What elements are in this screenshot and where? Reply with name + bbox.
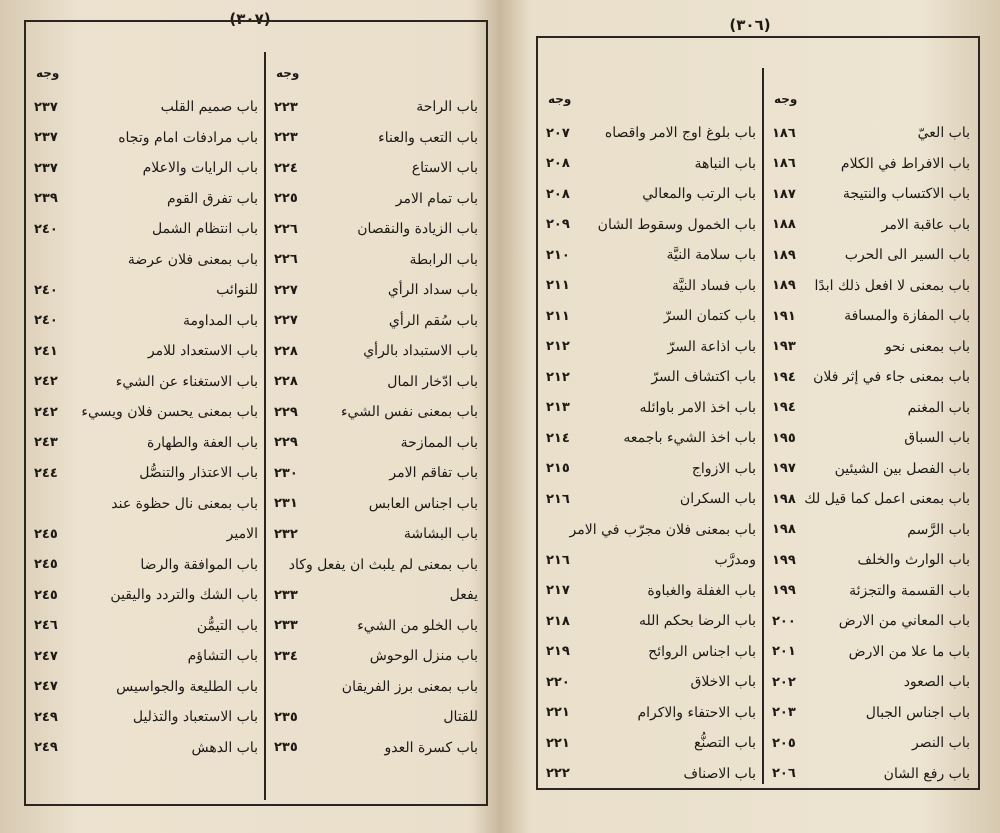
entry-title: باب بمعنى نفس الشيء	[340, 404, 478, 421]
entry-page-number: ٢١٤	[546, 430, 570, 446]
entry-page-number: ٢٤٠	[34, 313, 58, 329]
index-entry	[266, 92, 486, 123]
index-entry	[26, 611, 266, 642]
entry-page-number: ١٩٩	[772, 583, 796, 599]
index-entry	[26, 519, 266, 550]
entry-title: باب التيمُّن	[196, 617, 258, 634]
index-entry	[538, 271, 764, 302]
entry-page-number: ٢٢١	[546, 705, 570, 721]
entry-title: باب بمعنى جاء في إثر فلان	[813, 369, 970, 386]
entry-title: باب الطليعة والجواسيس	[116, 678, 258, 695]
entry-title: باب انتظام الشمل	[151, 221, 258, 238]
entry-title: باب التصنُّع	[694, 735, 756, 752]
index-entry	[538, 545, 764, 576]
entry-page-number: ٢٢٨	[274, 343, 298, 359]
entry-title: باب الاستعداد للامر	[147, 343, 258, 360]
index-entry	[538, 606, 764, 637]
index-entry	[538, 576, 764, 607]
entry-title: باب الزيادة والنقصان	[357, 221, 478, 238]
index-entry	[764, 454, 978, 485]
entry-page-number: ٢٢٦	[274, 221, 298, 237]
index-entry	[26, 275, 266, 306]
index-entry	[266, 733, 486, 764]
page-number: (٣٠٦)	[729, 16, 771, 34]
entry-title: باب الاحتفاء والاكرام	[637, 704, 756, 721]
index-entry	[26, 123, 266, 154]
index-entry	[538, 515, 764, 546]
entry-title: باب الرَّسم	[907, 521, 970, 538]
index-entry	[538, 698, 764, 729]
entry-page-number: ١٨٦	[772, 156, 796, 172]
entry-page-number: ٢٢٢	[546, 766, 570, 782]
entry-page-number: ٢٣١	[274, 496, 298, 512]
entry-title: باب الغفلة والغباوة	[647, 582, 756, 599]
index-entry	[26, 336, 266, 367]
entry-title: باب سلامة النيَّة	[666, 247, 756, 264]
entry-title: باب السير الى الحرب	[844, 247, 970, 264]
index-entry	[538, 759, 764, 790]
index-entry	[538, 393, 764, 424]
index-entry	[26, 428, 266, 459]
column-header: وجه	[276, 66, 300, 80]
entry-page-number: ٢٤٠	[34, 282, 58, 298]
entry-page-number: ١٨٩	[772, 247, 796, 263]
index-entry	[266, 580, 486, 611]
entry-page-number: ٢٠١	[772, 644, 796, 660]
entry-title: باب العفة والطهارة	[147, 434, 258, 451]
entry-page-number: ٢٣٤	[274, 648, 298, 664]
entry-title: باب المداومة	[182, 312, 258, 329]
entry-title: باب الرابطة	[409, 251, 478, 268]
entry-page-number: ٢٠٠	[772, 613, 796, 629]
index-entry	[266, 184, 486, 215]
entry-page-number: ٢٢١	[546, 735, 570, 751]
entry-title: باب النصر	[911, 735, 970, 752]
index-entry	[266, 641, 486, 672]
index-entry	[266, 611, 486, 642]
entry-page-number: ٢٤٥	[34, 557, 58, 573]
entry-title: باب بلوغ اوج الامر واقصاه	[604, 125, 756, 142]
index-entry	[764, 301, 978, 332]
entry-page-number: ١٨٧	[772, 186, 796, 202]
entry-title: باب السباق	[904, 430, 970, 447]
entry-title: باب المعاني من الارض	[838, 613, 970, 630]
entry-title: باب المفازة والمسافة	[844, 308, 970, 325]
entry-page-number: ٢٠٢	[772, 674, 796, 690]
entry-title: باب الازواج	[691, 460, 756, 477]
entry-page-number: ١٩٤	[772, 400, 796, 416]
index-entry	[26, 458, 266, 489]
page-number: (٣٠٧)	[229, 10, 271, 28]
entry-title: باب ادّخار المال	[387, 373, 478, 390]
entry-title: باب عاقبة الامر	[881, 216, 970, 233]
entry-page-number: ١٩٧	[772, 461, 796, 477]
entry-title: باب الرتب والمعالي	[642, 186, 756, 203]
index-entry	[764, 393, 978, 424]
index-entry	[266, 550, 486, 581]
entry-title: باب الصعود	[903, 674, 970, 691]
entry-title: باب البشاشة	[403, 526, 478, 543]
entry-page-number: ٢٢٩	[274, 435, 298, 451]
index-entry	[266, 245, 486, 276]
entry-page-number: ٢٠٥	[772, 735, 796, 751]
index-entry	[764, 667, 978, 698]
entry-title: باب كتمان السرّ	[663, 308, 756, 325]
index-entry	[538, 423, 764, 454]
entry-title: باب فساد النيَّة	[671, 277, 756, 294]
column-header: وجه	[774, 92, 798, 106]
entry-page-number: ٢٢٠	[546, 674, 570, 690]
entry-page-number: ٢٤٦	[34, 618, 58, 634]
entry-page-number: ١٨٩	[772, 278, 796, 294]
index-entry	[266, 123, 486, 154]
entry-page-number: ٢٤٥	[34, 587, 58, 603]
index-entry	[266, 367, 486, 398]
entry-page-number: ٢٤٥	[34, 526, 58, 542]
entry-title: باب الرضا بحكم الله	[638, 613, 756, 630]
index-entry	[538, 728, 764, 759]
index-entry	[26, 153, 266, 184]
entry-page-number: ٢٣٧	[34, 130, 58, 146]
index-entry	[764, 606, 978, 637]
index-entry	[538, 484, 764, 515]
entry-page-number: ٢٢٧	[274, 282, 298, 298]
entry-page-number: ٢٣٠	[274, 465, 298, 481]
entry-title: باب بمعنى برز الفريقان	[341, 678, 478, 695]
entry-title: باب اجناس الروائح	[648, 643, 756, 660]
entry-title: باب الاستاع	[411, 160, 478, 177]
index-entry	[538, 332, 764, 363]
entry-page-number: ٢١٦	[546, 491, 570, 507]
entry-title: باب اكتشاف السرّ	[651, 369, 756, 386]
index-entry	[764, 484, 978, 515]
index-entry	[266, 336, 486, 367]
entry-page-number: ٢٤٣	[34, 435, 58, 451]
entry-page-number: ٢٠٨	[546, 186, 570, 202]
entry-title: ومدرَّب	[714, 552, 756, 569]
entry-page-number: ٢١٢	[546, 369, 570, 385]
entry-title: باب الممازحة	[400, 434, 478, 451]
entry-page-number: ٢٤٠	[34, 221, 58, 237]
entry-page-number: ١٩٤	[772, 369, 796, 385]
entry-title: باب الخلو من الشيء	[357, 617, 478, 634]
entry-title: باب بمعنى نحو	[884, 338, 970, 355]
entry-title: باب الاستبداد بالرأي	[363, 343, 478, 360]
index-entry	[538, 454, 764, 485]
index-entry	[26, 245, 266, 276]
index-entry	[538, 301, 764, 332]
entry-title: باب الشك والتردد واليقين	[110, 587, 258, 604]
entry-title: باب الخمول وسقوط الشان	[597, 216, 756, 233]
index-entry	[26, 214, 266, 245]
index-entry	[764, 332, 978, 363]
entry-page-number: ٢٤٢	[34, 374, 58, 390]
entry-page-number: ٢٣٣	[274, 587, 298, 603]
entry-page-number: ٢٣٧	[34, 160, 58, 176]
entry-title: باب اجناس العابس	[368, 495, 478, 512]
index-entry	[764, 576, 978, 607]
entry-title: باب اجناس الجبال	[865, 704, 970, 721]
entry-page-number: ٢٢٨	[274, 374, 298, 390]
entry-page-number: ٢١٨	[546, 613, 570, 629]
entry-page-number: ٢٢٧	[274, 313, 298, 329]
index-entry	[764, 728, 978, 759]
index-entry	[764, 149, 978, 180]
entry-page-number: ٢٢٤	[274, 160, 298, 176]
entry-title: باب بمعنى نال حظوة عند	[111, 495, 258, 512]
index-entry	[764, 240, 978, 271]
entry-title: باب الاصناف	[683, 765, 756, 782]
index-entry	[538, 149, 764, 180]
entry-title: باب التعب والعناء	[378, 129, 478, 146]
index-column-left	[26, 22, 266, 804]
entry-page-number: ٢١٣	[546, 400, 570, 416]
entry-page-number: ٢٤١	[34, 343, 58, 359]
entry-page-number: ٢٣٧	[34, 99, 58, 115]
entry-title: باب الاستغناء عن الشيء	[115, 373, 258, 390]
entry-title: باب الوارث والخلف	[857, 552, 970, 569]
entry-title: باب الاخلاق	[690, 674, 756, 691]
entry-title: باب الفصل بين الشيئين	[834, 460, 970, 477]
entry-page-number: ١٩٥	[772, 430, 796, 446]
entry-page-number: ٢١١	[546, 278, 570, 294]
entry-page-number: ٢٢٦	[274, 252, 298, 268]
index-entry	[764, 210, 978, 241]
index-entry	[764, 423, 978, 454]
entry-title: باب صميم القلب	[160, 99, 258, 116]
entry-title: باب الرايات والاعلام	[142, 160, 258, 177]
entry-page-number: ٢٢٣	[274, 99, 298, 115]
entry-page-number: ٢٤٩	[34, 740, 58, 756]
entry-title: باب الموافقة والرضا	[140, 556, 258, 573]
entry-title: يفعل	[449, 587, 478, 604]
entry-page-number: ٢٠٧	[546, 125, 570, 141]
index-entry	[266, 702, 486, 733]
entry-page-number: ١٨٦	[772, 125, 796, 141]
entry-title: باب منزل الوحوش	[369, 648, 478, 665]
index-entry	[266, 489, 486, 520]
index-column-right	[764, 38, 978, 788]
index-entry	[764, 759, 978, 790]
entry-title: باب سُقم الرأي	[388, 312, 478, 329]
index-entry	[26, 92, 266, 123]
entry-page-number: ٢١٢	[546, 339, 570, 355]
index-entry	[764, 118, 978, 149]
index-entry	[26, 367, 266, 398]
entry-title: باب ما علا من الارض	[848, 643, 970, 660]
entry-page-number: ٢٠٨	[546, 156, 570, 172]
entry-page-number: ٢٢٥	[274, 191, 298, 207]
entry-page-number: ٢٤٧	[34, 679, 58, 695]
index-entry	[266, 428, 486, 459]
index-entry	[266, 519, 486, 550]
entry-page-number: ٢٤٩	[34, 709, 58, 725]
index-entry	[26, 641, 266, 672]
entry-title: باب رفع الشان	[883, 765, 970, 782]
column-header: وجه	[548, 92, 572, 106]
entry-title: باب تفاقم الامر	[389, 465, 478, 482]
entry-page-number: ١٩٨	[772, 491, 796, 507]
entry-title: باب تمام الامر	[395, 190, 478, 207]
index-entry	[266, 214, 486, 245]
entry-title: باب بمعنى فلان مجرّب في الامر	[569, 521, 756, 538]
entry-title: باب الراحة	[416, 99, 478, 116]
index-entry	[266, 153, 486, 184]
entry-title: باب التشاؤم	[187, 648, 258, 665]
index-entry	[764, 515, 978, 546]
entry-title: باب الافراط في الكلام	[840, 155, 970, 172]
index-entry	[26, 672, 266, 703]
index-entry	[26, 184, 266, 215]
entry-title: باب السكران	[679, 491, 756, 508]
entry-page-number: ٢١٦	[546, 552, 570, 568]
entry-title: باب بمعنى لم يلبث ان يفعل وكاد	[288, 556, 478, 573]
index-entry	[26, 580, 266, 611]
index-entry	[26, 397, 266, 428]
entry-title: الامير	[226, 526, 258, 543]
right-page	[500, 0, 1000, 833]
entry-page-number: ٢١١	[546, 308, 570, 324]
index-entry	[764, 698, 978, 729]
index-entry	[26, 702, 266, 733]
entry-title: باب مرادفات امام وتجاه	[118, 129, 258, 146]
entry-page-number: ١٨٨	[772, 217, 796, 233]
entry-page-number: ٢٤٧	[34, 648, 58, 664]
entry-title: للقتال	[443, 709, 478, 726]
entry-page-number: ٢٠٣	[772, 705, 796, 721]
entry-page-number: ١٩٩	[772, 552, 796, 568]
index-frame	[24, 20, 488, 806]
entry-title: باب الدهش	[191, 739, 258, 756]
entry-title: باب بمعنى يحسن فلان ويسيء	[81, 404, 258, 421]
index-entry	[266, 672, 486, 703]
entry-title: باب المغنم	[907, 399, 970, 416]
index-entry	[538, 210, 764, 241]
column-header: وجه	[36, 66, 60, 80]
entry-page-number: ٢١٠	[546, 247, 570, 263]
index-entry	[26, 550, 266, 581]
index-entry	[266, 458, 486, 489]
entry-page-number: ٢٠٦	[772, 766, 796, 782]
index-entry	[538, 667, 764, 698]
index-entry	[266, 397, 486, 428]
entry-page-number: ٢٤٤	[34, 465, 58, 481]
index-entry	[764, 362, 978, 393]
index-entry	[266, 275, 486, 306]
index-entry	[26, 489, 266, 520]
entry-page-number: ٢٣٥	[274, 709, 298, 725]
entry-title: باب الاكتساب والنتيجة	[842, 186, 970, 203]
index-entry	[26, 306, 266, 337]
index-entry	[266, 306, 486, 337]
entry-title: باب اخذ الامر باوائله	[639, 399, 756, 416]
index-column-right	[266, 22, 486, 804]
entry-title: للنوائب	[216, 282, 258, 299]
entry-title: باب النباهة	[694, 155, 756, 172]
entry-title: باب سداد الرأي	[387, 282, 478, 299]
index-entry	[538, 179, 764, 210]
index-column-left	[538, 38, 764, 788]
entry-title: باب القسمة والتجزئة	[849, 582, 970, 599]
entry-page-number: ٢١٥	[546, 461, 570, 477]
entry-title: باب اخذ الشيء باجمعه	[623, 430, 756, 447]
entry-page-number: ٢٣٢	[274, 526, 298, 542]
index-entry	[26, 733, 266, 764]
index-entry	[538, 637, 764, 668]
entry-title: باب الاعتذار والتنصُّل	[139, 465, 258, 482]
entry-title: باب الاستعباد والتذليل	[132, 709, 258, 726]
entry-title: باب بمعنى اعمل كما قيل لك	[804, 491, 970, 508]
index-frame	[536, 36, 980, 790]
entry-page-number: ٢٢٩	[274, 404, 298, 420]
entry-page-number: ١٩٣	[772, 339, 796, 355]
index-entry	[538, 118, 764, 149]
index-entry	[538, 362, 764, 393]
entry-title: باب بمعنى لا افعل ذلك ابدًا	[814, 277, 970, 294]
entry-title: باب تفرق القوم	[167, 190, 258, 207]
index-entry	[764, 179, 978, 210]
entry-page-number: ٢١٧	[546, 583, 570, 599]
entry-page-number: ٢١٩	[546, 644, 570, 660]
entry-page-number: ٢٤٢	[34, 404, 58, 420]
entry-page-number: ٢٠٩	[546, 217, 570, 233]
index-entry	[764, 271, 978, 302]
entry-title: باب بمعنى فلان عرضة	[127, 251, 258, 268]
entry-title: باب العيّ	[917, 125, 970, 142]
entry-page-number: ٢٢٣	[274, 130, 298, 146]
index-entry	[764, 637, 978, 668]
entry-page-number: ٢٣٩	[34, 191, 58, 207]
entry-title: باب كسرة العدو	[384, 739, 478, 756]
index-entry	[538, 240, 764, 271]
entry-page-number: ٢٣٣	[274, 618, 298, 634]
index-entry	[764, 545, 978, 576]
entry-page-number: ١٩١	[772, 308, 796, 324]
entry-page-number: ١٩٨	[772, 522, 796, 538]
entry-title: باب اذاعة السرّ	[667, 338, 756, 355]
entry-page-number: ٢٣٥	[274, 740, 298, 756]
